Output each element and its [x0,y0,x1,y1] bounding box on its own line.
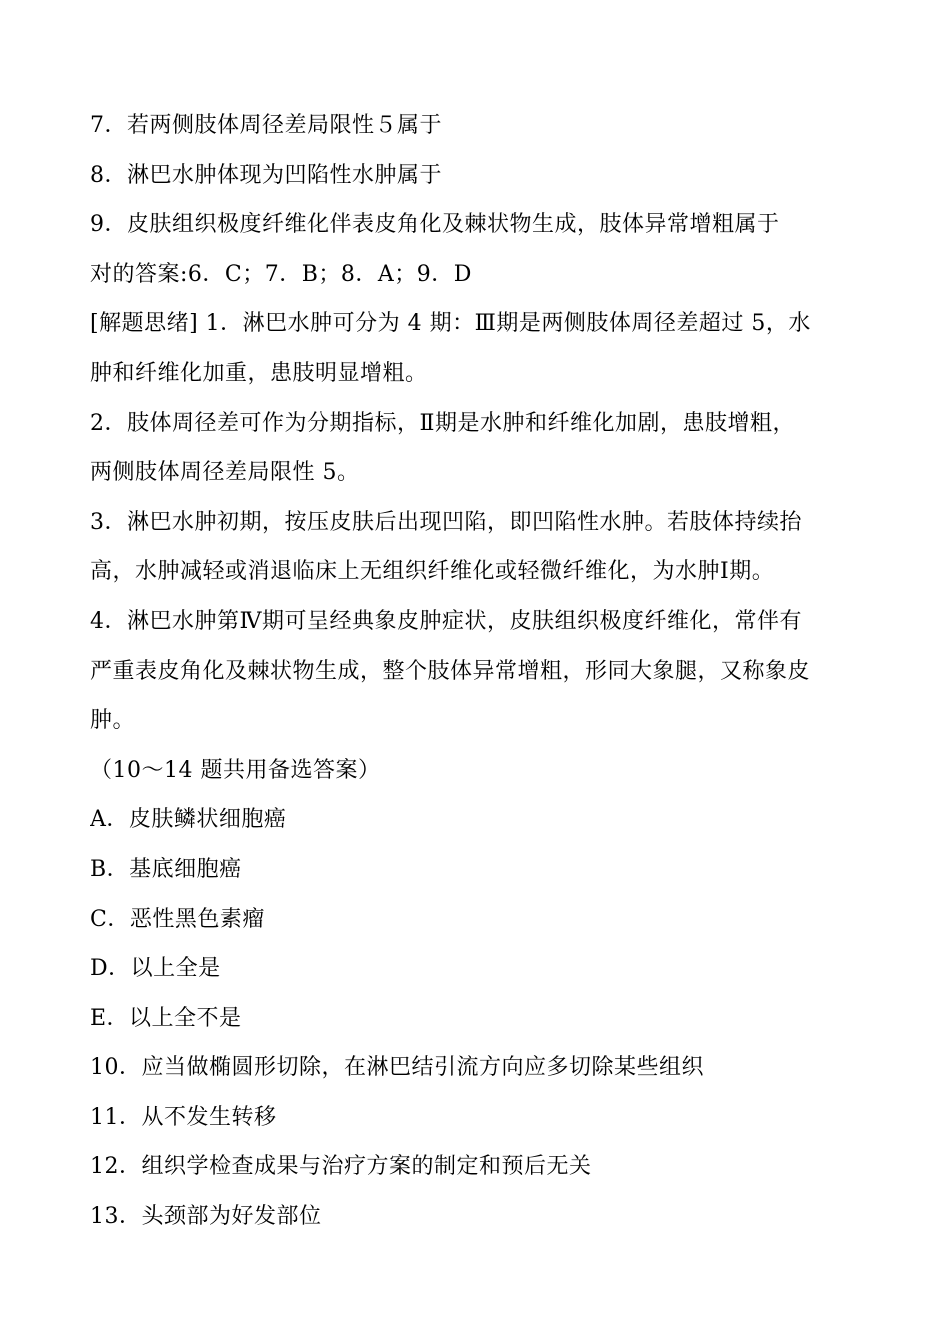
explanation-line: 肿和纤维化加重，患肢明显增粗。 [90,360,428,386]
explanation-line: 4．淋巴水肿第Ⅳ期可呈经典象皮肿症状，皮肤组织极度纤维化，常伴有 [90,608,802,634]
question-9: 9．皮肤组织极度纤维化伴表皮角化及棘状物生成，肢体异常增粗属于 [90,212,780,238]
option-d: D．以上全是 [90,956,221,982]
option-b: B．基底细胞癌 [90,856,242,882]
option-e: E．以上全不是 [90,1005,242,1031]
explanation-line: [解题思绪] 1．淋巴水肿可分为 4 期：Ⅲ期是两侧肢体周径差超过 5，水 [90,311,811,337]
explanation-line: 2．肢体周径差可作为分期指标，Ⅱ期是水肿和纤维化加剧，患肢增粗， [90,410,795,436]
explanation-line: 高，水肿减轻或消退临床上无组织纤维化或轻微纤维化，为水肿Ⅰ期。 [90,559,775,585]
explanation-line: 3．淋巴水肿初期，按压皮肤后出现凹陷，即凹陷性水肿。若肢体持续抬 [90,509,802,535]
document-body [90,101,870,1242]
explanation-line: 两侧肢体周径差局限性 5。 [90,460,360,486]
option-a: A．皮肤鳞状细胞癌 [90,807,287,833]
question-8: 8．淋巴水肿体现为凹陷性水肿属于 [90,162,442,188]
question-13: 13．头颈部为好发部位 [90,1204,322,1230]
question-7: 7．若两侧肢体周径差局限性５属于 [90,113,442,138]
explanation-line: 肿。 [90,708,136,734]
option-c: C．恶性黑色素瘤 [90,906,265,932]
question-12: 12．组织学检查成果与治疗方案的制定和预后无关 [90,1154,592,1180]
section-heading: （10～14 题共用备选答案） [90,757,381,783]
answer-line: 对的答案:6．C；7．B；8．A；9．D [90,261,472,287]
question-10: 10．应当做椭圆形切除，在淋巴结引流方向应多切除某些组织 [90,1055,704,1081]
question-11: 11．从不发生转移 [90,1104,277,1130]
explanation-line: 严重表皮角化及棘状物生成，整个肢体异常增粗，形同大象腿，又称象皮 [90,658,811,684]
